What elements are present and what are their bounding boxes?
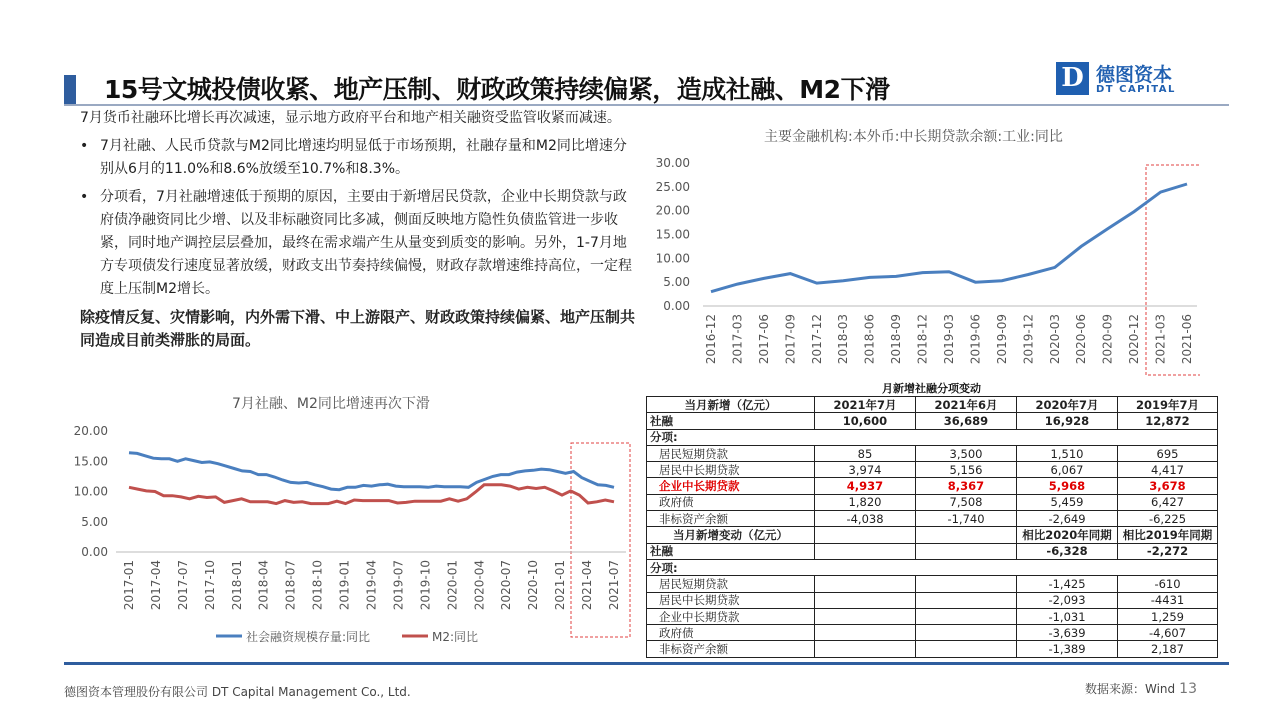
company-logo xyxy=(1056,62,1206,100)
x-tick-label: 2021-07 xyxy=(607,560,621,611)
footer-source xyxy=(1085,680,1197,697)
table-header-row: 当月新增变动（亿元） 相比2020年同期 相比2019年同期 xyxy=(647,527,1218,543)
x-tick-label: 2020-07 xyxy=(499,560,514,611)
bullet-text-2: 分项看，7月社融增速低于预期的原因，主要由于新增居民贷款，企业中长期贷款与政府债净融资同比少增、以及非标融资同比多减，侧面反映地方隐性负债监管进一步收紧，同时地产调控层层叠加，最终在需求端产生从量变到质变的影响。另外，1-7月地方专项债发行速度显著放缓，财政支出节奏持续偏慢，财政存款增速维持高位，一定程度上压制M2增长。 xyxy=(100,189,632,297)
y-tick-label: 5.00 xyxy=(81,514,108,529)
y-tick-label: 20.00 xyxy=(655,203,690,218)
x-tick-label: 2021-03 xyxy=(1153,314,1168,365)
y-tick-label: 30.00 xyxy=(655,156,690,170)
x-tick-label: 2018-07 xyxy=(283,560,298,611)
x-tick-label: 2017-10 xyxy=(202,560,217,611)
x-tick-label: 2018-10 xyxy=(310,560,325,611)
legend-label-shrongzi: 社会融资规模存量:同比 xyxy=(246,630,371,644)
bullet-dot: • xyxy=(80,138,89,154)
bullet-paragraph-2 xyxy=(80,186,635,301)
x-tick-label: 2020-10 xyxy=(526,560,541,611)
series-line-m2 xyxy=(129,485,614,504)
x-tick-label: 2018-01 xyxy=(229,560,244,611)
x-tick-label: 2019-03 xyxy=(942,314,956,365)
table-row: 居民短期贷款 -1,425 -610 xyxy=(647,576,1218,592)
x-tick-label: 2016-12 xyxy=(704,314,718,365)
x-tick-label: 2021-01 xyxy=(553,560,568,611)
x-tick-label: 2020-03 xyxy=(1047,314,1062,365)
bullet-text-1: 7月社融、人民币贷款与M2同比增速均明显低于市场预期，社融存量和M2同比增速分别从6月的11.0%和8.6%放缓至10.7%和8.3%。 xyxy=(100,138,627,177)
x-tick-label: 2019-09 xyxy=(994,314,1009,365)
x-tick-label: 2017-12 xyxy=(809,314,824,365)
commentary-text xyxy=(80,107,635,357)
footer-company: 德图资本管理股份有限公司 DT Capital Management Co., Ltd. xyxy=(64,685,411,699)
page-number: 13 xyxy=(1179,681,1197,697)
left-line-chart xyxy=(0,400,640,660)
table-row: 居民中长期贷款 -2,093 -4431 xyxy=(647,592,1218,608)
right-chart-title: 主要金融机构:本外币:中长期贷款余额:工业:同比 xyxy=(764,129,1063,145)
x-tick-label: 2018-12 xyxy=(915,314,930,365)
table-row: 企业中长期贷款 -1,031 1,259 xyxy=(647,608,1218,624)
bullet-paragraph-1 xyxy=(80,135,635,181)
x-tick-label: 2019-10 xyxy=(418,560,433,611)
x-tick-label: 2020-01 xyxy=(445,560,460,611)
x-tick-label: 2021-04 xyxy=(580,560,595,611)
x-tick-label: 2017-04 xyxy=(148,560,163,611)
x-tick-label: 2019-12 xyxy=(1021,314,1036,365)
y-tick-label: 0.00 xyxy=(81,545,108,559)
logo-en-text: DT CAPITAL xyxy=(1096,84,1176,95)
series-line-shrongzi xyxy=(129,453,614,490)
x-tick-label: 2018-06 xyxy=(862,314,877,365)
y-tick-label: 20.00 xyxy=(73,424,108,438)
logo-cn-text: 德图资本 xyxy=(1096,64,1173,86)
x-tick-label: 2020-09 xyxy=(1100,313,1115,365)
legend-label-m2: M2:同比 xyxy=(432,630,479,644)
table-row: 政府债 1,820 7,508 5,459 6,427 xyxy=(647,494,1218,510)
table-row: 非标资产余额 -1,389 2,187 xyxy=(647,641,1218,657)
table-row: 非标资产余额 -4,038 -1,740 -2,649 -6,225 xyxy=(647,511,1218,527)
page-title: 15号文城投债收紧、地产压制、财政政策持续偏紧，造成社融、M2下滑 xyxy=(104,75,890,104)
y-tick-label: 25.00 xyxy=(655,179,690,194)
y-tick-label: 5.00 xyxy=(663,275,690,290)
table-total-row: 社融 -6,328 -2,272 xyxy=(647,543,1218,559)
title-accent-bar xyxy=(64,75,76,105)
y-tick-label: 0.00 xyxy=(663,299,690,313)
x-tick-label: 2017-06 xyxy=(756,314,771,365)
x-tick-label: 2019-01 xyxy=(337,560,352,611)
x-tick-label: 2017-03 xyxy=(730,314,745,365)
title-divider xyxy=(64,104,1229,106)
x-tick-label: 2018-04 xyxy=(256,560,271,611)
logo-mark-icon: D xyxy=(1056,62,1089,95)
table-row: 居民短期贷款 85 3,500 1,510 695 xyxy=(647,445,1218,461)
table-section-row: 分项: xyxy=(647,429,1218,445)
y-tick-label: 10.00 xyxy=(73,484,108,499)
table-total-row: 社融 10,600 36,689 16,928 12,872 xyxy=(647,413,1218,429)
x-tick-label: 2018-09 xyxy=(889,314,904,365)
footer-divider xyxy=(64,662,1229,665)
x-tick-label: 2018-03 xyxy=(836,314,851,365)
left-chart-title: 7月社融、M2同比增速再次下滑 xyxy=(232,396,430,412)
y-tick-label: 15.00 xyxy=(655,227,690,242)
x-tick-label: 2019-06 xyxy=(968,314,983,365)
x-tick-label: 2021-06 xyxy=(1180,314,1194,365)
right-line-chart xyxy=(640,145,1200,385)
x-tick-label: 2017-09 xyxy=(783,314,798,365)
x-tick-label: 2019-07 xyxy=(391,560,406,611)
x-tick-label: 2020-12 xyxy=(1127,313,1142,365)
x-tick-label: 2020-04 xyxy=(472,560,487,611)
table-row: 企业中长期贷款 4,937 8,367 5,968 3,678 xyxy=(647,478,1218,494)
conclusion-paragraph: 除疫情反复、灾情影响，内外需下滑、中上游限产、财政政策持续偏紧、地产压制共同造成目前类滞胀的局面。 xyxy=(80,308,636,349)
footer-source-text: 数据来源：Wind xyxy=(1085,682,1176,696)
table-caption: 月新增社融分项变动 xyxy=(882,382,981,395)
x-tick-label: 2017-07 xyxy=(175,560,190,611)
x-tick-label: 2020-06 xyxy=(1074,314,1089,365)
intro-paragraph: 7月货币社融环比增长再次减速，显示地方政府平台和地产相关融资受监管收紧而减速。 xyxy=(80,110,621,126)
table-section-row: 分项: xyxy=(647,559,1218,575)
table-header-row: 当月新增（亿元） 2021年7月 2021年6月 2020年7月 2019年7月 xyxy=(647,397,1218,413)
table-row: 居民中长期贷款 3,974 5,156 6,067 4,417 xyxy=(647,462,1218,478)
financing-table xyxy=(646,381,1217,658)
y-tick-label: 10.00 xyxy=(655,251,690,266)
bullet-dot: • xyxy=(80,189,89,205)
series-line-industrial-loans xyxy=(711,184,1187,292)
x-tick-label: 2017-01 xyxy=(122,560,136,611)
y-tick-label: 15.00 xyxy=(73,454,108,469)
table-row: 政府债 -3,639 -4,607 xyxy=(647,625,1218,641)
x-tick-label: 2019-04 xyxy=(364,560,379,611)
